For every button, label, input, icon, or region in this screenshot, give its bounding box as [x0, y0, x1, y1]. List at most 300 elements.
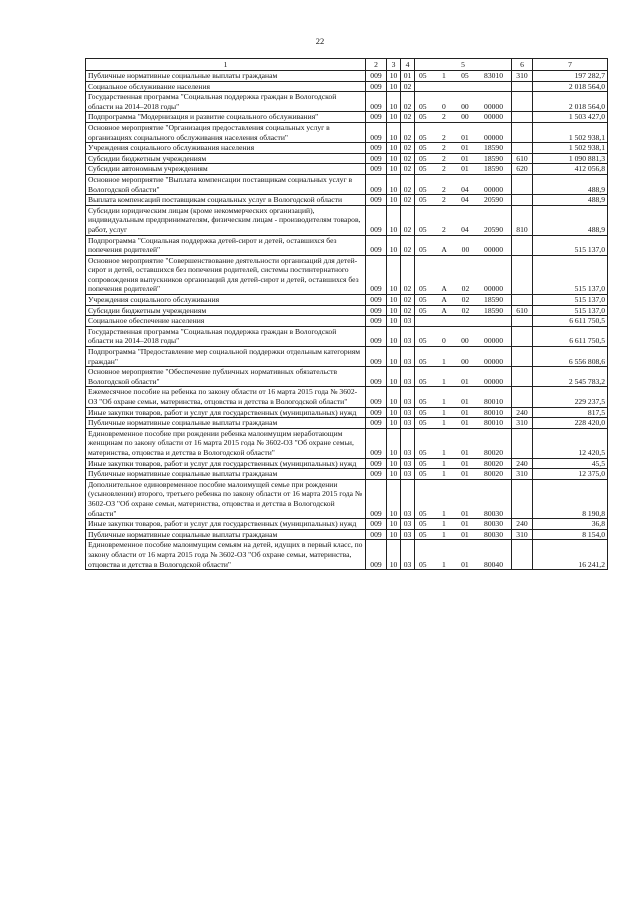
row-target-article: [415, 428, 512, 458]
row-name: Иные закупки товаров, работ и услуг для государственных (муниципальных) нужд: [86, 407, 366, 418]
row-target-article: [415, 195, 512, 206]
table-row: [86, 153, 608, 164]
table-row: [86, 469, 608, 480]
row-code-section: 10: [387, 326, 401, 346]
row-amount: 515 137,0: [533, 235, 608, 255]
target-article-part: 2: [441, 164, 446, 174]
row-code-subsection: 02: [401, 295, 415, 306]
row-code-ministry: 009: [366, 529, 387, 540]
row-code-ministry: 009: [366, 458, 387, 469]
row-code-section: 10: [387, 458, 401, 469]
row-name: Публичные нормативные социальные выплаты гражданам: [86, 529, 366, 540]
target-article-part: 00: [461, 356, 469, 366]
target-article-part: 05: [419, 418, 427, 428]
row-amount: 488,9: [533, 174, 608, 194]
row-target-article: [415, 305, 512, 316]
row-code-ministry: 009: [366, 164, 387, 175]
row-code-subsection: 02: [401, 205, 415, 235]
target-article-part: 00000: [484, 112, 503, 122]
target-article-part: 18590: [484, 153, 503, 163]
table-row: [86, 347, 608, 367]
target-article-part: 02: [461, 305, 470, 315]
row-expense-type: [512, 387, 533, 407]
row-code-ministry: 009: [366, 205, 387, 235]
row-amount: 36,8: [533, 519, 608, 530]
row-amount: 817,5: [533, 407, 608, 418]
row-target-article: [415, 122, 512, 142]
target-article-part: 00000: [484, 101, 503, 111]
target-article-part: 01: [461, 508, 469, 518]
row-code-subsection: 01: [401, 71, 415, 82]
target-article-part: 00: [461, 245, 470, 255]
target-article-part: 04: [461, 224, 469, 234]
row-code-section: 10: [387, 174, 401, 194]
target-article-part: 1: [441, 356, 446, 366]
row-code-section: 10: [387, 92, 401, 112]
target-article-part: 2: [441, 112, 446, 122]
table-row: [86, 112, 608, 123]
row-name: Учреждения социального обслуживания населения: [86, 143, 366, 154]
row-target-article: [415, 295, 512, 306]
target-article-part: 00000: [484, 284, 503, 294]
target-article-part: 00: [461, 101, 469, 111]
row-name: Единовременное пособие при рождении ребенка малоимущим неработающим женщинам по закону области от 16 марта 2015 года № 3602-ОЗ "Об охране семьи, материнства, отцовства и детства в Вологодской области": [86, 428, 366, 458]
row-code-ministry: 009: [366, 255, 387, 294]
row-expense-type: [512, 347, 533, 367]
row-expense-type: 620: [512, 164, 533, 175]
row-name: Основное мероприятие "Организация предоставления социальных услуг в организациях социального обслуживания населения области": [86, 122, 366, 142]
target-article-part: А: [441, 284, 447, 294]
row-code-subsection: 02: [401, 122, 415, 142]
row-code-subsection: 02: [401, 92, 415, 112]
row-name: Подпрограмма "Модернизация и развитие социального обслуживания": [86, 112, 366, 123]
row-amount: 2 018 564,0: [533, 92, 608, 112]
row-target-article: [415, 153, 512, 164]
row-name: Субсидии автономным учреждениям: [86, 164, 366, 175]
table-row: [86, 479, 608, 518]
target-article-part: 01: [461, 164, 469, 174]
table-row: [86, 387, 608, 407]
table-row: [86, 295, 608, 306]
row-code-subsection: 03: [401, 428, 415, 458]
target-article-part: 80020: [484, 469, 503, 479]
target-article-part: 01: [461, 132, 469, 142]
row-code-section: 10: [387, 164, 401, 175]
target-article-part: 1: [441, 469, 446, 479]
row-amount: 515 137,0: [533, 305, 608, 316]
table-row: [86, 71, 608, 82]
row-code-ministry: 009: [366, 387, 387, 407]
target-article-part: 05: [419, 284, 427, 294]
target-article-part: 01: [461, 559, 469, 569]
row-code-ministry: 009: [366, 347, 387, 367]
row-code-section: 10: [387, 255, 401, 294]
table-row: [86, 407, 608, 418]
row-code-subsection: 02: [401, 235, 415, 255]
table-row: [86, 326, 608, 346]
row-amount: 488,9: [533, 195, 608, 206]
row-code-ministry: 009: [366, 326, 387, 346]
target-article-part: 05: [419, 519, 427, 529]
row-code-section: 10: [387, 316, 401, 327]
row-code-ministry: 009: [366, 316, 387, 327]
target-article-part: 02: [461, 284, 470, 294]
row-target-article: [415, 418, 512, 429]
target-article-part: 01: [461, 376, 469, 386]
row-name: Подпрограмма "Предоставление мер социальной поддержки отдельным категориям граждан": [86, 347, 366, 367]
row-expense-type: [512, 143, 533, 154]
row-expense-type: [512, 326, 533, 346]
target-article-part: 05: [419, 143, 427, 153]
row-expense-type: 240: [512, 407, 533, 418]
row-target-article: [415, 529, 512, 540]
row-expense-type: [512, 479, 533, 518]
row-expense-type: 310: [512, 529, 533, 540]
target-article-part: 1: [441, 447, 446, 457]
row-name: Выплата компенсаций поставщикам социальных услуг в Вологодской области: [86, 195, 366, 206]
row-expense-type: [512, 316, 533, 327]
row-amount: 1 503 427,0: [533, 112, 608, 123]
target-article-part: 05: [461, 71, 469, 80]
row-target-article: [415, 92, 512, 112]
row-target-article: [415, 469, 512, 480]
row-amount: 515 137,0: [533, 295, 608, 306]
target-article-part: 05: [419, 458, 427, 468]
header-col-7: 7: [533, 59, 608, 71]
header-col-4: 4: [401, 59, 415, 71]
row-name: Публичные нормативные социальные выплаты гражданам: [86, 418, 366, 429]
target-article-part: 05: [419, 295, 427, 305]
table-row: [86, 529, 608, 540]
row-code-ministry: 009: [366, 519, 387, 530]
target-article-part: 2: [441, 132, 446, 142]
row-target-article: [415, 367, 512, 387]
row-code-subsection: 03: [401, 418, 415, 429]
target-article-part: 0: [441, 101, 446, 111]
table-row: [86, 458, 608, 469]
target-article-part: 1: [441, 519, 446, 529]
table-row: [86, 418, 608, 429]
target-article-part: 01: [461, 407, 469, 417]
row-code-section: 10: [387, 143, 401, 154]
table-row: [86, 92, 608, 112]
row-name: Субсидии бюджетным учреждениям: [86, 153, 366, 164]
row-expense-type: 310: [512, 469, 533, 480]
row-expense-type: [512, 195, 533, 206]
row-target-article: [415, 316, 512, 327]
row-code-section: 10: [387, 112, 401, 123]
row-code-section: 10: [387, 529, 401, 540]
row-code-section: 10: [387, 205, 401, 235]
row-amount: 1 502 938,1: [533, 143, 608, 154]
target-article-part: 04: [461, 184, 469, 194]
row-expense-type: 310: [512, 71, 533, 82]
row-target-article: [415, 112, 512, 123]
target-article-part: 05: [419, 101, 427, 111]
row-code-subsection: 02: [401, 153, 415, 164]
row-amount: 1 502 938,1: [533, 122, 608, 142]
row-code-subsection: 02: [401, 81, 415, 92]
row-amount: 412 056,8: [533, 164, 608, 175]
row-name: Основное мероприятие "Обеспечение публичных нормативных обязательств Вологодской области": [86, 367, 366, 387]
header-col-5: 5: [415, 59, 512, 71]
row-amount: 515 137,0: [533, 255, 608, 294]
row-code-section: 10: [387, 479, 401, 518]
table-body: [86, 71, 608, 570]
row-target-article: [415, 479, 512, 518]
row-code-ministry: 009: [366, 469, 387, 480]
target-article-part: 2: [441, 143, 446, 153]
row-amount: 229 237,5: [533, 387, 608, 407]
row-code-section: 10: [387, 519, 401, 530]
table-row: [86, 174, 608, 194]
row-target-article: [415, 387, 512, 407]
row-target-article: [415, 255, 512, 294]
target-article-part: 00000: [484, 132, 503, 142]
row-code-section: 10: [387, 428, 401, 458]
row-code-ministry: 009: [366, 143, 387, 154]
row-expense-type: 310: [512, 418, 533, 429]
row-amount: 228 420,0: [533, 418, 608, 429]
target-article-part: 80020: [484, 458, 503, 468]
row-code-subsection: 02: [401, 174, 415, 194]
row-code-subsection: 02: [401, 112, 415, 123]
row-code-ministry: 009: [366, 479, 387, 518]
target-article-part: 1: [441, 407, 446, 417]
row-amount: 6 611 750,5: [533, 316, 608, 327]
target-article-part: 01: [461, 397, 469, 406]
header-col-1: 1: [86, 59, 366, 71]
row-expense-type: [512, 174, 533, 194]
target-article-part: 1: [441, 529, 446, 539]
target-article-part: 05: [419, 184, 427, 194]
row-code-subsection: 03: [401, 529, 415, 540]
row-amount: 16 241,2: [533, 540, 608, 570]
row-name: Публичные нормативные социальные выплаты гражданам: [86, 469, 366, 480]
target-article-part: 02: [461, 295, 470, 305]
row-code-subsection: 03: [401, 367, 415, 387]
row-name: Государственная программа "Социальная поддержка граждан в Вологодской области на 2014–2018 годы": [86, 326, 366, 346]
budget-table: [85, 58, 608, 570]
row-code-section: 10: [387, 367, 401, 387]
target-article-part: 05: [419, 305, 427, 315]
row-code-subsection: 02: [401, 143, 415, 154]
row-code-subsection: 03: [401, 458, 415, 469]
row-code-section: 10: [387, 81, 401, 92]
row-expense-type: [512, 122, 533, 142]
row-amount: 197 282,7: [533, 71, 608, 82]
row-code-subsection: 02: [401, 255, 415, 294]
row-target-article: [415, 71, 512, 82]
target-article-part: 05: [419, 356, 427, 366]
row-code-ministry: 009: [366, 153, 387, 164]
target-article-part: 80010: [484, 407, 503, 417]
target-article-part: 01: [461, 458, 469, 468]
target-article-part: 01: [461, 447, 469, 457]
row-expense-type: [512, 112, 533, 123]
target-article-part: 20590: [484, 224, 503, 234]
row-expense-type: [512, 92, 533, 112]
row-expense-type: [512, 428, 533, 458]
row-code-subsection: 02: [401, 164, 415, 175]
row-amount: 1 090 881,3: [533, 153, 608, 164]
row-target-article: [415, 205, 512, 235]
row-target-article: [415, 458, 512, 469]
row-amount: 6 556 808,6: [533, 347, 608, 367]
target-article-part: 05: [419, 529, 427, 539]
target-article-part: 05: [419, 397, 427, 406]
row-code-section: 10: [387, 295, 401, 306]
target-article-part: 00000: [484, 376, 503, 386]
row-code-section: 10: [387, 469, 401, 480]
target-article-part: 1: [441, 376, 446, 386]
target-article-part: 1: [441, 397, 446, 406]
row-code-ministry: 009: [366, 195, 387, 206]
header-col-2: 2: [366, 59, 387, 71]
target-article-part: 18590: [484, 143, 503, 153]
table-row: [86, 235, 608, 255]
row-code-section: 10: [387, 235, 401, 255]
row-amount: 488,9: [533, 205, 608, 235]
target-article-part: 1: [441, 71, 446, 80]
target-article-part: 05: [419, 336, 427, 346]
row-target-article: [415, 540, 512, 570]
target-article-part: 80010: [484, 397, 503, 406]
table-header-row: [86, 59, 608, 71]
row-code-ministry: 009: [366, 418, 387, 429]
table-row: [86, 519, 608, 530]
target-article-part: 05: [419, 153, 427, 163]
row-target-article: [415, 174, 512, 194]
row-name: Основное мероприятие "Выплата компенсации поставщикам социальных услуг в Вологодской области": [86, 174, 366, 194]
row-code-subsection: 02: [401, 195, 415, 206]
target-article-part: 05: [419, 224, 427, 234]
table-row: [86, 195, 608, 206]
row-name: Иные закупки товаров, работ и услуг для государственных (муниципальных) нужд: [86, 458, 366, 469]
row-code-section: 10: [387, 347, 401, 367]
row-code-ministry: 009: [366, 122, 387, 142]
row-code-section: 10: [387, 122, 401, 142]
target-article-part: 05: [419, 447, 427, 457]
row-target-article: [415, 235, 512, 255]
target-article-part: 80030: [484, 508, 503, 518]
target-article-part: 20590: [484, 195, 503, 205]
row-code-ministry: 009: [366, 112, 387, 123]
target-article-part: 05: [419, 71, 427, 80]
target-article-part: 05: [419, 245, 427, 255]
row-expense-type: [512, 295, 533, 306]
row-name: Государственная программа "Социальная поддержка граждан в Вологодской области на 2014–2018 годы": [86, 92, 366, 112]
row-expense-type: 610: [512, 305, 533, 316]
row-name: Социальное обслуживание населения: [86, 81, 366, 92]
row-expense-type: [512, 540, 533, 570]
row-code-ministry: 009: [366, 305, 387, 316]
table-row: [86, 255, 608, 294]
target-article-part: 00: [461, 112, 469, 122]
target-article-part: 05: [419, 164, 427, 174]
row-name: Иные закупки товаров, работ и услуг для государственных (муниципальных) нужд: [86, 519, 366, 530]
target-article-part: 01: [461, 529, 469, 539]
row-code-subsection: 03: [401, 479, 415, 518]
target-article-part: 05: [419, 559, 427, 569]
target-article-part: 05: [419, 195, 427, 205]
table-row: [86, 367, 608, 387]
target-article-part: 00000: [484, 336, 503, 346]
target-article-part: 1: [441, 458, 446, 468]
table-row: [86, 164, 608, 175]
row-code-section: 10: [387, 418, 401, 429]
row-name: Основное мероприятие "Совершенствование деятельности организаций для детей-сирот и детей, оставшихся без попечения родителей, системы постинтернатного сопровождения выпускников организаций для детей-сирот и детей, оставшихся без попечения родителей": [86, 255, 366, 294]
target-article-part: 00000: [484, 245, 503, 255]
target-article-part: 05: [419, 469, 427, 479]
row-amount: 12 420,5: [533, 428, 608, 458]
target-article-part: 2: [441, 184, 446, 194]
row-expense-type: [512, 235, 533, 255]
table-row: [86, 205, 608, 235]
row-amount: 6 611 750,5: [533, 326, 608, 346]
target-article-part: А: [441, 245, 447, 255]
target-article-part: 00000: [484, 356, 503, 366]
row-target-article: [415, 347, 512, 367]
row-code-ministry: 009: [366, 540, 387, 570]
target-article-part: 80030: [484, 519, 503, 529]
target-article-part: 1: [441, 508, 446, 518]
target-article-part: 05: [419, 112, 427, 122]
target-article-part: 01: [461, 418, 469, 428]
row-code-ministry: 009: [366, 367, 387, 387]
target-article-part: А: [441, 305, 447, 315]
target-article-part: 80010: [484, 418, 503, 428]
row-code-ministry: 009: [366, 174, 387, 194]
row-amount: 8 154,0: [533, 529, 608, 540]
table-row: [86, 540, 608, 570]
row-target-article: [415, 519, 512, 530]
target-article-part: 0: [441, 336, 446, 346]
row-code-ministry: 009: [366, 81, 387, 92]
row-amount: 12 375,0: [533, 469, 608, 480]
target-article-part: 18590: [484, 295, 503, 305]
target-article-part: 1: [441, 418, 446, 428]
row-name: Субсидии юридическим лицам (кроме некоммерческих организаций), индивидуальным предпринимателям, физическим лицам - производителям товаров, работ, услуг: [86, 205, 366, 235]
row-amount: 8 190,8: [533, 479, 608, 518]
target-article-part: 1: [441, 559, 446, 569]
target-article-part: А: [441, 295, 447, 305]
target-article-part: 80020: [484, 447, 503, 457]
table-row: [86, 316, 608, 327]
target-article-part: 04: [461, 195, 469, 205]
row-code-subsection: 03: [401, 316, 415, 327]
row-expense-type: 610: [512, 153, 533, 164]
row-name: Единовременное пособие малоимущим семьям на детей, идущих в первый класс, по закону области от 16 марта 2015 года № 3602-ОЗ "Об охране семьи, материнства, отцовства и детства в Вологодской области": [86, 540, 366, 570]
row-expense-type: 240: [512, 519, 533, 530]
target-article-part: 00000: [484, 184, 503, 194]
target-article-part: 80040: [484, 559, 503, 569]
row-code-section: 10: [387, 540, 401, 570]
row-code-subsection: 03: [401, 407, 415, 418]
target-article-part: 80030: [484, 529, 503, 539]
row-code-ministry: 009: [366, 428, 387, 458]
row-code-subsection: 03: [401, 540, 415, 570]
target-article-part: 01: [461, 143, 469, 153]
row-target-article: [415, 164, 512, 175]
row-target-article: [415, 326, 512, 346]
row-code-subsection: 02: [401, 305, 415, 316]
header-col-3: 3: [387, 59, 401, 71]
row-name: Публичные нормативные социальные выплаты гражданам: [86, 71, 366, 82]
target-article-part: 05: [419, 508, 427, 518]
row-name: Субсидии бюджетным учреждениям: [86, 305, 366, 316]
table-row: [86, 81, 608, 92]
